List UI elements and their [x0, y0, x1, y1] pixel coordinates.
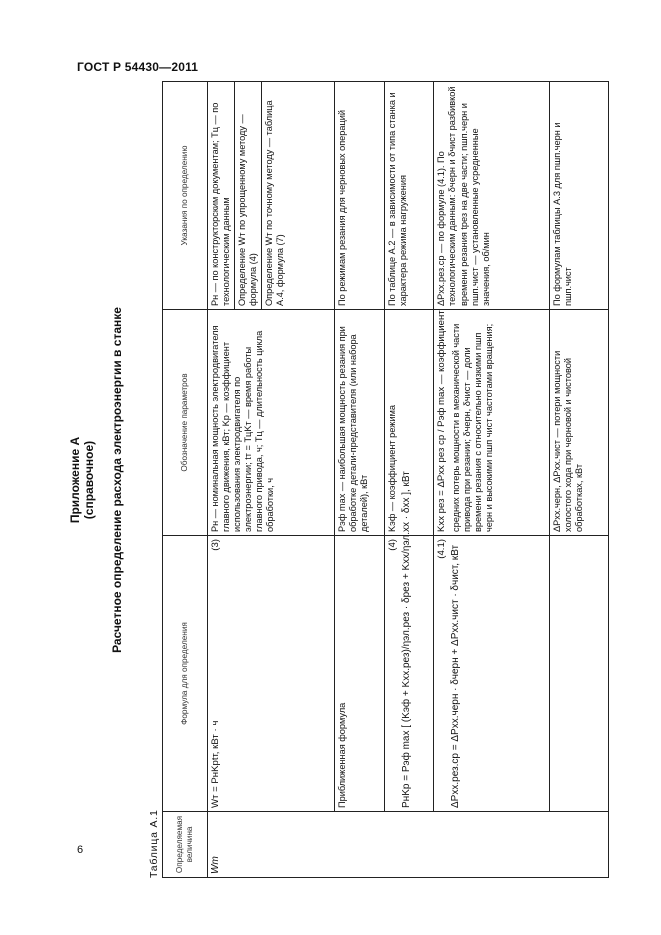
header-quantity: Определяемая величина [163, 812, 208, 878]
header-guidance: Указания по определению [163, 82, 208, 310]
equation-number: (4.1) [436, 539, 448, 559]
quantity-symbol: Wт [210, 856, 221, 874]
guidance-cell: По формулам таблицы А.3 для nшп.черн и nшп.чист [550, 82, 609, 310]
formula-cell [384, 471, 434, 812]
table-row [550, 82, 609, 878]
formula-cell [550, 536, 609, 812]
formula-cell [434, 536, 550, 812]
formula-kxx: Kхх рез = ΔPхх рез ср / Pэф max — коэффициент [436, 310, 448, 532]
equation-number: (3) [210, 539, 221, 551]
energy-calculation-table [162, 81, 609, 878]
table-row [208, 82, 335, 878]
landscape-content [68, 82, 610, 878]
header-params: Обозначение параметров [163, 310, 208, 536]
equation-number: (4) [386, 539, 398, 551]
formula-wt: Wт = PнKрtт, кВт · ч [210, 720, 221, 808]
guidance-cell [208, 82, 335, 310]
params-cell: ΔPхх.черн, ΔPхх.чист — потери мощности холостого хода при черновой и чистовой обработках, кВт [550, 310, 609, 536]
guidance-text: Определение Wт по точному методу — таблица А.4, формула (7) [261, 82, 286, 309]
standard-header: ГОСТ Р 54430—2011 [77, 60, 199, 74]
appendix-heading: Расчетное определение расхода электроэнергии в станке [110, 307, 124, 653]
table-row [335, 82, 385, 878]
guidance-text: Pн — по конструкторским документам; Tц — по технологическим данным [210, 102, 232, 306]
table-row [384, 82, 434, 878]
guidance-cell: ΔPхх.рез.ср — по формуле (4.1). По технологическим данным: δчерн и δчист разбивкой времени резания tрез на две части; nшп.черн и nшп.чист — установленные усредненные значения, об/мин [434, 82, 550, 310]
params-cell [434, 310, 550, 536]
params-cell: Pн — номинальная мощность электродвигателя главного движения, кВт; Kр — коэффициент использования электродвигателя по электроэнергии; tт = TцKт — время работы главного привода, ч; Tц — длительность цикла обработки, ч [208, 310, 335, 536]
params-cell: Kэф — коэффициент режима [384, 310, 434, 536]
formula-pnkp: PнKр = Pэф max [ (Kэф + Kхх.рез)/ηэл.рез · δрез + Kхх/ηэл.хх · δхх ], кВт [400, 471, 412, 808]
formula-cell [208, 536, 335, 812]
guidance-cell: По таблице А.2 — в зависимости от типа станка и характера режима нагружения [384, 82, 434, 310]
guidance-cell: По режимам резания для черновых операций [335, 82, 385, 310]
appendix-subtitle: (справочное) [82, 440, 96, 520]
params-text: средних потерь мощности в механической части привода при резании; δчерн, δчист — доли времени резания с относительно низкими nшп черн и высокими nшп чист частотами вращения; [450, 323, 495, 532]
page-number: 6 [77, 844, 84, 856]
guidance-text: Определение Wт по упрощенному методу — формула (4) [234, 82, 259, 309]
formula-cell: Приближенная формула [335, 536, 385, 812]
header-formula: Формула для определения [163, 536, 208, 812]
params-cell: Pэф max — наибольшая мощность резания при обработке детали-представителя (или набора деталей), кВт [335, 310, 385, 536]
formula-delta-p: ΔPхх.рез.ср = ΔPхх.черн · δчерн + ΔPхх.чист · δчист, кВт [450, 544, 462, 808]
quantity-cell [208, 812, 609, 878]
table-label: Таблица А.1 [148, 809, 160, 878]
appendix-title: Приложение А [68, 436, 82, 524]
table-header-row [163, 82, 208, 878]
table-row [434, 82, 550, 878]
